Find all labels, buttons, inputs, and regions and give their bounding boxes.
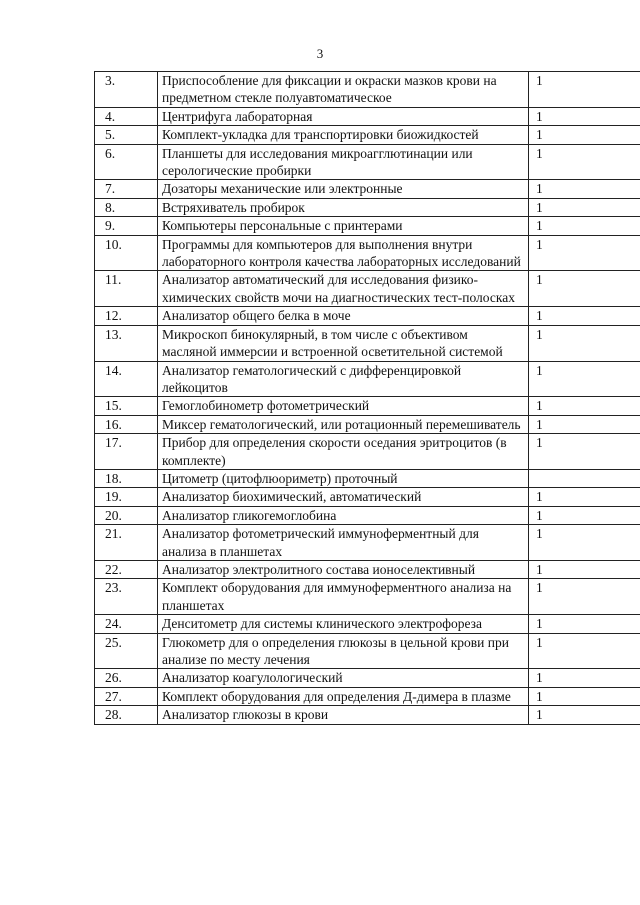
row-number-cell: 11. (95, 271, 158, 307)
page-number: 3 (316, 46, 324, 61)
table-row (95, 271, 640, 307)
quantity-cell: 1 (529, 217, 640, 235)
row-number-cell: 27. (95, 687, 158, 705)
row-number-cell: 12. (95, 307, 158, 325)
quantity-cell: 1 (529, 434, 640, 470)
table-row (95, 72, 640, 108)
row-number-cell: 21. (95, 525, 158, 561)
equipment-name-cell: Миксер гематологический, или ротационный перемешиватель (158, 415, 529, 433)
equipment-name-cell: Встряхиватель пробирок (158, 198, 529, 216)
equipment-name-cell: Дозаторы механические или электронные (158, 180, 529, 198)
table-row (95, 525, 640, 561)
quantity-cell: 1 (529, 560, 640, 578)
equipment-name-cell: Анализатор биохимический, автоматический (158, 488, 529, 506)
equipment-table-body (95, 72, 640, 725)
table-row (95, 687, 640, 705)
quantity-cell: 1 (529, 706, 640, 724)
equipment-name-cell: Анализатор коагулологический (158, 669, 529, 687)
row-number-cell: 17. (95, 434, 158, 470)
row-number-cell: 8. (95, 198, 158, 216)
table-row (95, 579, 640, 615)
equipment-name-cell: Анализатор фотометрический иммуноферментный для анализа в планшетах (158, 525, 529, 561)
quantity-cell: 1 (529, 307, 640, 325)
row-number-cell: 5. (95, 126, 158, 144)
quantity-cell: 1 (529, 633, 640, 669)
row-number-cell: 15. (95, 397, 158, 415)
equipment-name-cell: Планшеты для исследования микроагглютинации или серологические пробирки (158, 144, 529, 180)
quantity-cell: 1 (529, 72, 640, 108)
row-number-cell: 10. (95, 235, 158, 271)
quantity-cell: 1 (529, 361, 640, 397)
table-row (95, 669, 640, 687)
table-row (95, 415, 640, 433)
row-number-cell: 28. (95, 706, 158, 724)
quantity-cell: 1 (529, 415, 640, 433)
table-row (95, 126, 640, 144)
table-row (95, 488, 640, 506)
row-number-cell: 9. (95, 217, 158, 235)
row-number-cell: 19. (95, 488, 158, 506)
equipment-name-cell: Глюкометр для о определения глюкозы в цельной крови при анализе по месту лечения (158, 633, 529, 669)
equipment-name-cell: Комплект-укладка для транспортировки биожидкостей (158, 126, 529, 144)
table-row (95, 307, 640, 325)
table-row (95, 615, 640, 633)
table-row (95, 397, 640, 415)
equipment-name-cell: Анализатор гематологический с дифференцировкой лейкоцитов (158, 361, 529, 397)
quantity-cell: 1 (529, 198, 640, 216)
quantity-cell: 1 (529, 180, 640, 198)
row-number-cell: 26. (95, 669, 158, 687)
row-number-cell: 22. (95, 560, 158, 578)
table-row (95, 107, 640, 125)
equipment-name-cell: Цитометр (цитофлюориметр) проточный (158, 469, 529, 487)
table-row (95, 469, 640, 487)
table-row (95, 506, 640, 524)
quantity-cell: 1 (529, 669, 640, 687)
quantity-cell: 1 (529, 325, 640, 361)
row-number-cell: 7. (95, 180, 158, 198)
equipment-name-cell: Центрифуга лабораторная (158, 107, 529, 125)
row-number-cell: 23. (95, 579, 158, 615)
quantity-cell: 1 (529, 126, 640, 144)
equipment-name-cell: Денситометр для системы клинического электрофореза (158, 615, 529, 633)
table-row (95, 434, 640, 470)
equipment-name-cell: Программы для компьютеров для выполнения внутри лабораторного контроля качества лабораторных исследований (158, 235, 529, 271)
quantity-cell: 1 (529, 235, 640, 271)
row-number-cell: 25. (95, 633, 158, 669)
equipment-name-cell: Комплект оборудования для определения Д-димера в плазме (158, 687, 529, 705)
equipment-name-cell: Анализатор автоматический для исследования физико-химических свойств мочи на диагностических тест-полосках (158, 271, 529, 307)
row-number-cell: 16. (95, 415, 158, 433)
quantity-cell: 1 (529, 525, 640, 561)
table-row (95, 325, 640, 361)
table-row (95, 235, 640, 271)
quantity-cell: 1 (529, 687, 640, 705)
table-row (95, 217, 640, 235)
equipment-table (94, 71, 640, 725)
quantity-cell: 1 (529, 488, 640, 506)
row-number-cell: 14. (95, 361, 158, 397)
equipment-name-cell: Комплект оборудования для иммуноферментного анализа на планшетах (158, 579, 529, 615)
equipment-name-cell: Анализатор глюкозы в крови (158, 706, 529, 724)
row-number-cell: 6. (95, 144, 158, 180)
quantity-cell: 1 (529, 615, 640, 633)
row-number-cell: 4. (95, 107, 158, 125)
quantity-cell (529, 469, 640, 487)
quantity-cell: 1 (529, 397, 640, 415)
row-number-cell: 24. (95, 615, 158, 633)
quantity-cell: 1 (529, 506, 640, 524)
row-number-cell: 20. (95, 506, 158, 524)
quantity-cell: 1 (529, 144, 640, 180)
equipment-name-cell: Анализатор гликогемоглобина (158, 506, 529, 524)
table-row (95, 198, 640, 216)
equipment-name-cell: Приспособление для фиксации и окраски мазков крови на предметном стекле полуавтоматическое (158, 72, 529, 108)
table-row (95, 633, 640, 669)
equipment-name-cell: Компьютеры персональные с принтерами (158, 217, 529, 235)
equipment-name-cell: Анализатор электролитного состава ионоселективный (158, 560, 529, 578)
row-number-cell: 3. (95, 72, 158, 108)
equipment-name-cell: Прибор для определения скорости оседания эритроцитов (в комплекте) (158, 434, 529, 470)
table-row (95, 180, 640, 198)
quantity-cell: 1 (529, 579, 640, 615)
table-row (95, 706, 640, 724)
row-number-cell: 13. (95, 325, 158, 361)
quantity-cell: 1 (529, 271, 640, 307)
equipment-name-cell: Микроскоп бинокулярный, в том числе с объективом масляной иммерсии и встроенной осветительной системой (158, 325, 529, 361)
equipment-name-cell: Анализатор общего белка в моче (158, 307, 529, 325)
equipment-name-cell: Гемоглобинометр фотометрический (158, 397, 529, 415)
table-row (95, 361, 640, 397)
table-row (95, 144, 640, 180)
table-row (95, 560, 640, 578)
row-number-cell: 18. (95, 469, 158, 487)
quantity-cell: 1 (529, 107, 640, 125)
